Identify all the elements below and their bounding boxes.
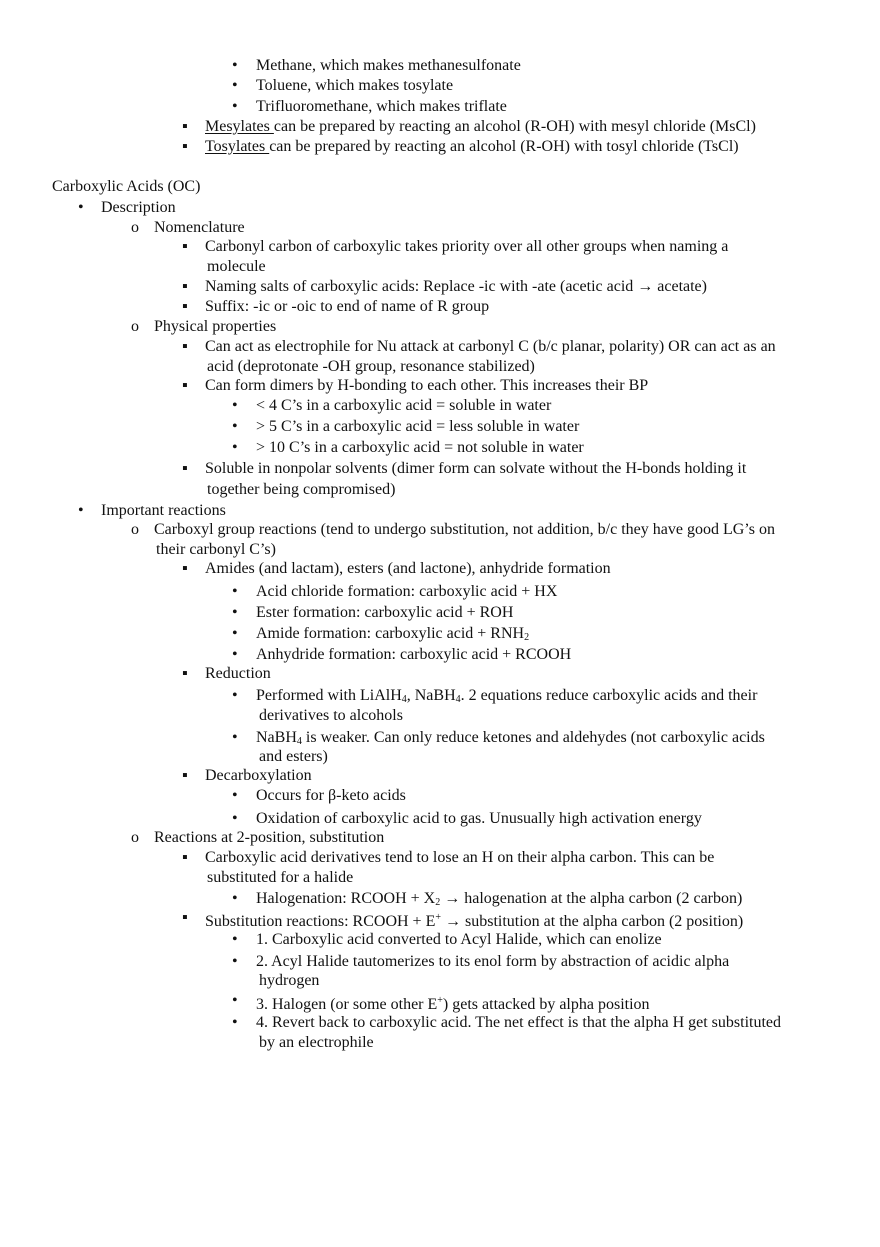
text-run: Trifluoromethane, which makes triflate (256, 98, 507, 115)
text-run: 2 (524, 632, 530, 643)
list-item (205, 848, 714, 868)
text-run: Reactions at 2-position, substitution (154, 829, 385, 846)
section-heading (52, 177, 200, 197)
dot-bullet-icon: • (78, 199, 84, 216)
square-bullet-icon: ▪ (182, 377, 188, 394)
list-item-continuation (259, 706, 403, 726)
list-item-continuation (207, 480, 395, 500)
text-run: their carbonyl C’s) (156, 541, 276, 558)
text-run: Carboxyl group reactions (tend to undergo substitution, not addition, b/c they have good LG’s on (154, 521, 775, 538)
list-item (205, 277, 707, 297)
text-run: Physical properties (154, 318, 277, 335)
dot-bullet-icon: • (232, 397, 238, 414)
text-run: 2. Acyl Halide tautomerizes to its enol form by abstraction of acidic alpha (256, 953, 730, 970)
text-run: Description (101, 199, 176, 216)
text-run: Mesylates (205, 118, 274, 135)
text-run: Performed with LiAlH (256, 687, 402, 704)
list-item (256, 930, 662, 950)
list-item (154, 828, 384, 848)
list-item (101, 501, 226, 521)
list-item (205, 376, 648, 396)
text-run: Carboxylic acid derivatives tend to lose an H on their alpha carbon. This can be (205, 849, 715, 866)
text-run: Carbonyl carbon of carboxylic takes priority over all other groups when naming a (205, 238, 729, 255)
text-run: 4. Revert back to carboxylic acid. The net effect is that the alpha H get substituted (256, 1014, 782, 1031)
list-item-continuation (207, 257, 266, 277)
dot-bullet-icon: • (232, 953, 238, 970)
list-item (256, 991, 650, 1011)
dot-bullet-icon: • (78, 502, 84, 519)
text-run: 2 (435, 897, 441, 908)
square-bullet-icon: ▪ (182, 849, 188, 866)
dot-bullet-icon: • (232, 687, 238, 704)
text-run: Can act as electrophile for Nu attack at carbonyl C (b/c planar, polarity) OR can act as an (205, 338, 776, 355)
text-run: > 10 C’s in a carboxylic acid = not soluble in water (256, 439, 584, 456)
list-item (256, 603, 513, 623)
list-item (256, 952, 729, 972)
list-item (256, 396, 551, 416)
text-run: Toluene, which makes tosylate (256, 77, 454, 94)
text-run: 4 (401, 694, 407, 705)
dot-bullet-icon: • (232, 729, 238, 746)
list-item (205, 297, 489, 317)
text-run: Reduction (205, 665, 271, 682)
list-item (205, 117, 756, 137)
dot-bullet-icon: • (232, 439, 238, 456)
text-run: → substitution at the alpha carbon (2 position) (441, 913, 744, 930)
text-run: < 4 C’s in a carboxylic acid = soluble in water (256, 397, 552, 414)
square-bullet-icon: ▪ (182, 138, 188, 155)
circle-bullet-icon: o (131, 521, 139, 538)
circle-bullet-icon: o (131, 318, 139, 335)
list-item (154, 218, 245, 238)
circle-bullet-icon: o (131, 219, 139, 236)
list-item (256, 889, 742, 909)
list-item (256, 624, 529, 644)
square-bullet-icon: ▪ (182, 278, 188, 295)
text-run: acid (deprotonate -OH group, resonance stabilized) (207, 358, 535, 375)
text-run: Suffix: -ic or -oic to end of name of R group (205, 298, 490, 315)
text-run: Important reactions (101, 502, 226, 519)
text-run: Carboxylic Acids (OC) (52, 178, 201, 195)
text-run: by an electrophile (259, 1034, 374, 1051)
text-run: Oxidation of carboxylic acid to gas. Unusually high activation energy (256, 810, 702, 827)
square-bullet-icon: ▪ (182, 298, 188, 315)
text-run: Nomenclature (154, 219, 245, 236)
square-bullet-icon: ▪ (182, 767, 188, 784)
text-run: Amide formation: carboxylic acid + RNH (256, 625, 525, 642)
list-item (256, 809, 702, 829)
list-item (205, 337, 776, 357)
text-run: Soluble in nonpolar solvents (dimer form can solvate without the H-bonds holding it (205, 460, 747, 477)
text-run: > 5 C’s in a carboxylic acid = less soluble in water (256, 418, 580, 435)
list-item (154, 317, 276, 337)
list-item (256, 76, 453, 96)
dot-bullet-icon: • (232, 583, 238, 600)
list-item (205, 559, 611, 579)
text-run: 1. Carboxylic acid converted to Acyl Halide, which can enolize (256, 931, 662, 948)
dot-bullet-icon: • (232, 604, 238, 621)
circle-bullet-icon: o (131, 829, 139, 846)
list-item (205, 237, 728, 257)
text-run: 4 (455, 694, 461, 705)
dot-bullet-icon: • (232, 931, 238, 948)
text-run: Tosylates (205, 138, 270, 155)
dot-bullet-icon: • (232, 810, 238, 827)
text-run: Anhydride formation: carboxylic acid + RCOOH (256, 646, 572, 663)
text-run: Acid chloride formation: carboxylic acid + HX (256, 583, 558, 600)
text-run: together being compromised) (207, 481, 396, 498)
text-run: Naming salts of carboxylic acids: Replace -ic with -ate (acetic acid → acetate) (205, 278, 707, 295)
text-run: and esters) (259, 748, 328, 765)
list-item (205, 664, 271, 684)
list-item (256, 56, 521, 76)
text-run: Halogenation: RCOOH + X (256, 890, 436, 907)
dot-bullet-icon: • (232, 992, 238, 1009)
list-item (256, 786, 406, 806)
square-bullet-icon: ▪ (182, 909, 188, 926)
text-run: , NaBH (406, 687, 456, 704)
dot-bullet-icon: • (232, 625, 238, 642)
dot-bullet-icon: • (232, 98, 238, 115)
text-run: 4 (296, 736, 302, 747)
list-item (256, 645, 571, 665)
text-run: + (435, 912, 441, 923)
dot-bullet-icon: • (232, 77, 238, 94)
list-item (256, 686, 757, 706)
text-run: hydrogen (259, 972, 320, 989)
text-run: molecule (207, 258, 266, 275)
dot-bullet-icon: • (232, 890, 238, 907)
dot-bullet-icon: • (232, 787, 238, 804)
dot-bullet-icon: • (232, 1014, 238, 1031)
square-bullet-icon: ▪ (182, 665, 188, 682)
text-run: is weaker. Can only reduce ketones and aldehydes (not carboxylic acids (301, 729, 765, 746)
list-item (256, 728, 765, 748)
dot-bullet-icon: • (232, 418, 238, 435)
list-item-continuation (207, 357, 535, 377)
text-run: Can form dimers by H-bonding to each other. This increases their BP (205, 377, 649, 394)
text-run: can be prepared by reacting an alcohol (R-OH) with tosyl chloride (TsCl) (269, 138, 739, 155)
list-item-continuation (259, 747, 328, 767)
text-run: substituted for a halide (207, 869, 354, 886)
square-bullet-icon: ▪ (182, 560, 188, 577)
text-run: Methane, which makes methanesulfonate (256, 57, 521, 74)
square-bullet-icon: ▪ (182, 460, 188, 477)
list-item (256, 97, 507, 117)
text-run: 3. Halogen (or some other E (256, 996, 438, 1013)
list-item (101, 198, 176, 218)
list-item-continuation (259, 971, 319, 991)
text-run: derivatives to alcohols (259, 707, 403, 724)
list-item-continuation (259, 1033, 374, 1053)
list-item (256, 438, 584, 458)
list-item (205, 137, 739, 157)
text-run: + (437, 995, 443, 1006)
square-bullet-icon: ▪ (182, 338, 188, 355)
text-run: ) gets attacked by alpha position (442, 996, 650, 1013)
list-item-continuation (207, 868, 353, 888)
dot-bullet-icon: • (232, 57, 238, 74)
text-run: NaBH (256, 729, 297, 746)
text-run: Occurs for β-keto acids (256, 787, 406, 804)
square-bullet-icon: ▪ (182, 118, 188, 135)
text-run: Amides (and lactam), esters (and lactone), anhydride formation (205, 560, 611, 577)
text-run: Ester formation: carboxylic acid + ROH (256, 604, 514, 621)
list-item (256, 1013, 781, 1033)
square-bullet-icon: ▪ (182, 238, 188, 255)
text-run: . 2 equations reduce carboxylic acids and their (460, 687, 758, 704)
list-item (205, 459, 746, 479)
list-item-continuation (156, 540, 276, 560)
list-item (256, 417, 579, 437)
text-run: can be prepared by reacting an alcohol (R-OH) with mesyl chloride (MsCl) (273, 118, 756, 135)
text-run: → halogenation at the alpha carbon (2 carbon) (440, 890, 743, 907)
text-run: Decarboxylation (205, 767, 312, 784)
text-run: Substitution reactions: RCOOH + E (205, 913, 436, 930)
list-item (256, 582, 557, 602)
list-item (154, 520, 775, 540)
dot-bullet-icon: • (232, 646, 238, 663)
list-item (205, 908, 743, 928)
list-item (205, 766, 312, 786)
